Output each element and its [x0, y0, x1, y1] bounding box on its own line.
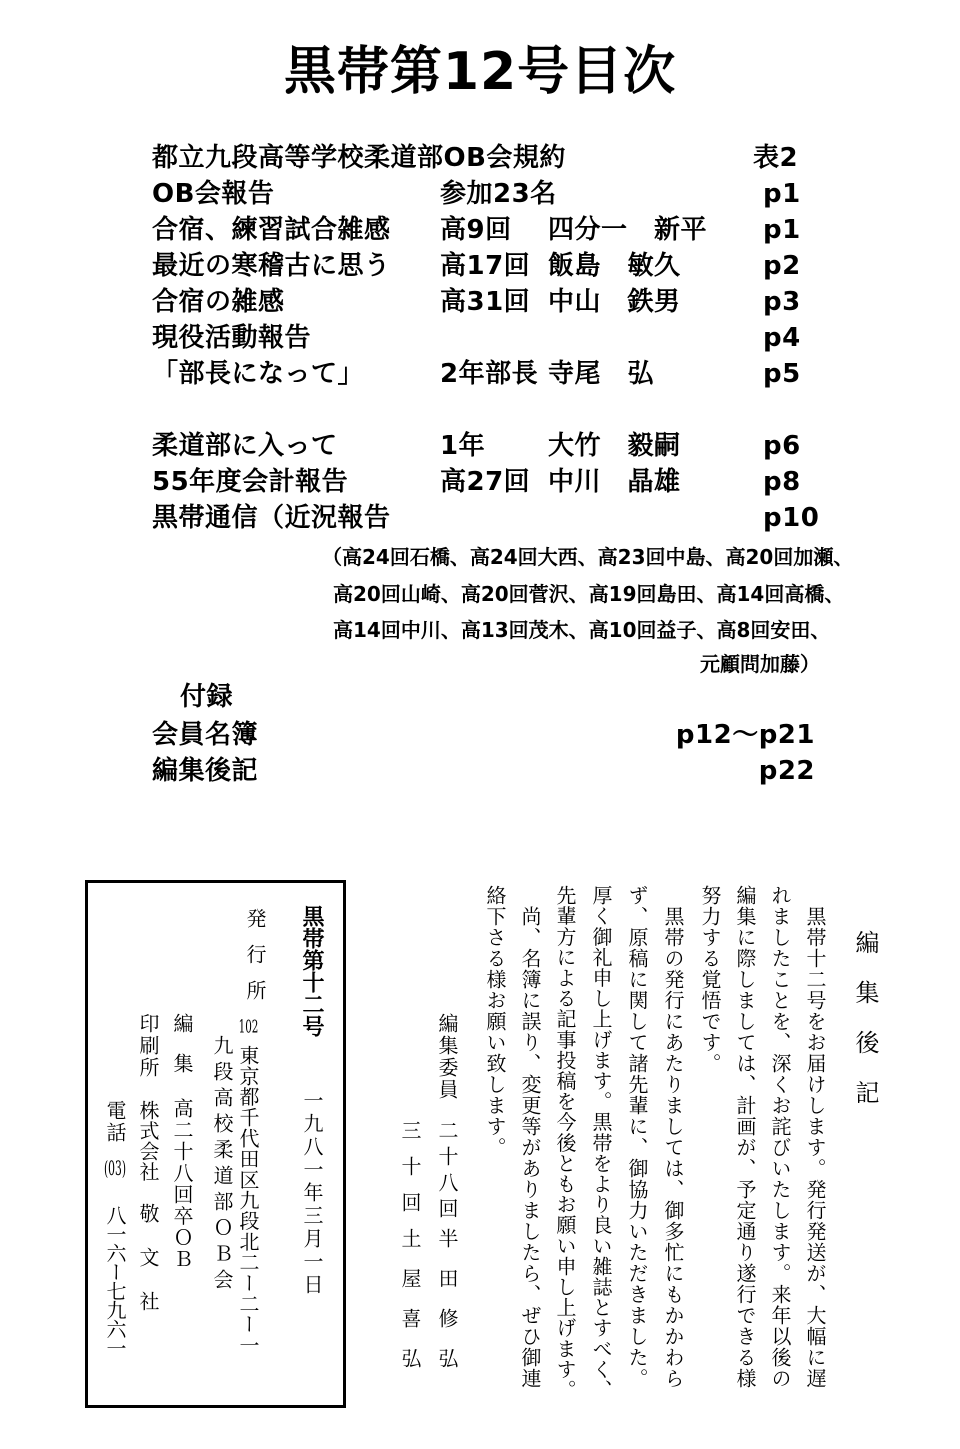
afterword-line: れましたことを、深くお詫びいたします。来年以後の: [768, 885, 792, 1389]
toc-row: [0, 500, 960, 536]
appendix-row: [0, 717, 960, 753]
toc-entry-title: 都立九段高等学校柔道部OB会規約: [152, 143, 566, 173]
colophon-publisher: 九段高校柔道部ＯＢ会: [210, 1035, 234, 1295]
colophon-date: 一九八一年三月一日: [300, 1090, 324, 1297]
appendix-entry-title: 会員名簿: [152, 720, 259, 750]
afterword-line: 絡下さる様お願い致します。: [483, 885, 507, 1158]
appendix-entry-title: 編集後記: [152, 756, 259, 786]
toc-entry-page: p3: [763, 287, 801, 317]
contributors-line: 高14回中川、高13回茂木、高10回益子、高8回安田、: [333, 618, 831, 642]
toc-entry-author: 大竹 毅嗣: [548, 431, 681, 461]
editor-class: 三十回: [398, 1120, 422, 1228]
toc-entry-info: 1年: [440, 431, 486, 461]
colophon-publisher-label: 発行所: [243, 908, 267, 1016]
toc-entry-page: p6: [763, 431, 801, 461]
toc-entry-author: 四分一 新平: [548, 215, 708, 245]
toc-entry-title: 「部長になって」: [152, 359, 365, 389]
toc-row: [0, 284, 960, 320]
committee-label: 編集委員: [435, 1013, 459, 1101]
toc-entry-title: 合宿、練習試合雑感: [152, 215, 391, 245]
afterword-line: 先輩方による記事投稿を今後ともお願い申し上げます。: [553, 885, 577, 1400]
toc-entry-info: 高27回: [440, 467, 531, 497]
toc-entry-page: p1: [763, 179, 801, 209]
toc-entry-title: 55年度会計報告: [152, 467, 349, 497]
afterword-line: 尚、名簿に誤り、変更等がありましたら、ぜひ御連: [518, 906, 542, 1389]
toc-entry-info: 高9回: [440, 215, 512, 245]
toc-entry-page: 表2: [753, 143, 799, 173]
toc-entry-title: 最近の寒稽古に思う: [152, 251, 391, 281]
editor-name: 半田修弘: [435, 1228, 459, 1388]
toc-entry-author: 飯島 敏久: [548, 251, 681, 281]
colophon-phone-label: 電話: [103, 1100, 127, 1144]
afterword-line: ず、原稿に関して諸先輩に、御協力いただきました。: [625, 885, 649, 1389]
contributors-line: 元顧問加藤）: [700, 652, 820, 676]
toc-entry-title: 現役活動報告: [152, 323, 312, 353]
toc-row: [0, 248, 960, 284]
toc-entry-info: 参加23名: [440, 179, 557, 209]
colophon-printer-label: 印刷所: [136, 1013, 160, 1079]
contributors-line: （高24回石橋、高24回大西、高23回中島、高20回加瀬、: [322, 545, 854, 569]
colophon-phone-area: [105, 1158, 125, 1178]
afterword-line: 編集に際しましては、計画が、予定通り遂行できる様: [733, 885, 757, 1389]
toc-entry-page: p2: [763, 251, 801, 281]
toc-entry-author: 寺尾 弘: [548, 359, 655, 389]
toc-entry-title: 黒帯通信（近況報告: [152, 503, 391, 533]
colophon-postal-code: [238, 1018, 258, 1036]
appendix-heading: 付録: [180, 682, 234, 712]
page-title: 黒帯第12号目次: [283, 42, 677, 102]
toc-row: [0, 140, 960, 176]
afterword-line: 黒帯十二号をお届けします。発行発送が、大幅に遅: [803, 906, 827, 1389]
toc-entry-page: p1: [763, 215, 801, 245]
toc-row: [0, 464, 960, 500]
colophon-printer: 敬文社: [136, 1203, 160, 1335]
afterword-line: 努力する覚悟です。: [698, 885, 722, 1074]
editor-class: 二十八回: [435, 1120, 459, 1224]
appendix-row: [0, 753, 960, 789]
toc-row: [0, 320, 960, 356]
colophon-printer-type: 株式会社: [136, 1100, 160, 1182]
phone-area-text: (03): [104, 1158, 126, 1178]
toc-entry-author: 中川 晶雄: [548, 467, 681, 497]
toc-row: [0, 428, 960, 464]
toc-row: [0, 212, 960, 248]
postal-code-text: 102: [238, 1018, 259, 1036]
toc-row: [0, 176, 960, 212]
afterword-line: 黒帯の発行にあたりましては、御多忙にもかかわら: [661, 906, 685, 1389]
colophon-phone: 八一六ー七九六一: [103, 1205, 127, 1357]
toc-entry-author: 中山 鉄男: [548, 287, 681, 317]
toc-entry-title: 柔道部に入って: [152, 431, 338, 461]
afterword-line: 厚く御礼申し上げます。黒帯をより良い雑誌とすべく、: [589, 885, 613, 1400]
toc-row: [0, 356, 960, 392]
appendix-entry-page: p12～p21: [675, 720, 815, 750]
toc-entry-page: p4: [763, 323, 801, 353]
table-of-contents: [0, 140, 960, 540]
toc-entry-page: p10: [763, 503, 820, 533]
toc-entry-title: OB会報告: [152, 179, 275, 209]
colophon-editor-label: 編集: [170, 1013, 194, 1093]
toc-entry-info: 2年部長: [440, 359, 539, 389]
toc-entry-page: p5: [763, 359, 801, 389]
toc-entry-title: 合宿の雑感: [152, 287, 285, 317]
toc-entry-info: 高31回: [440, 287, 531, 317]
contributors-line: 高20回山崎、高20回菅沢、高19回島田、高14回高橋、: [333, 582, 845, 606]
appendix-heading-row: [0, 679, 960, 715]
appendix-entry-page: p22: [758, 756, 815, 786]
colophon-publication: 黒帯第十二号: [299, 905, 325, 1037]
toc-entry-info: 高17回: [440, 251, 531, 281]
toc-entry-page: p8: [763, 467, 801, 497]
colophon-address: 東京都千代田区九段北二ー二ー一: [236, 1045, 260, 1356]
colophon-editor: 高二十八回卒ＯＢ: [170, 1098, 194, 1270]
editor-name: 土屋喜弘: [398, 1228, 422, 1388]
afterword-heading: 編集後記: [851, 930, 879, 1130]
